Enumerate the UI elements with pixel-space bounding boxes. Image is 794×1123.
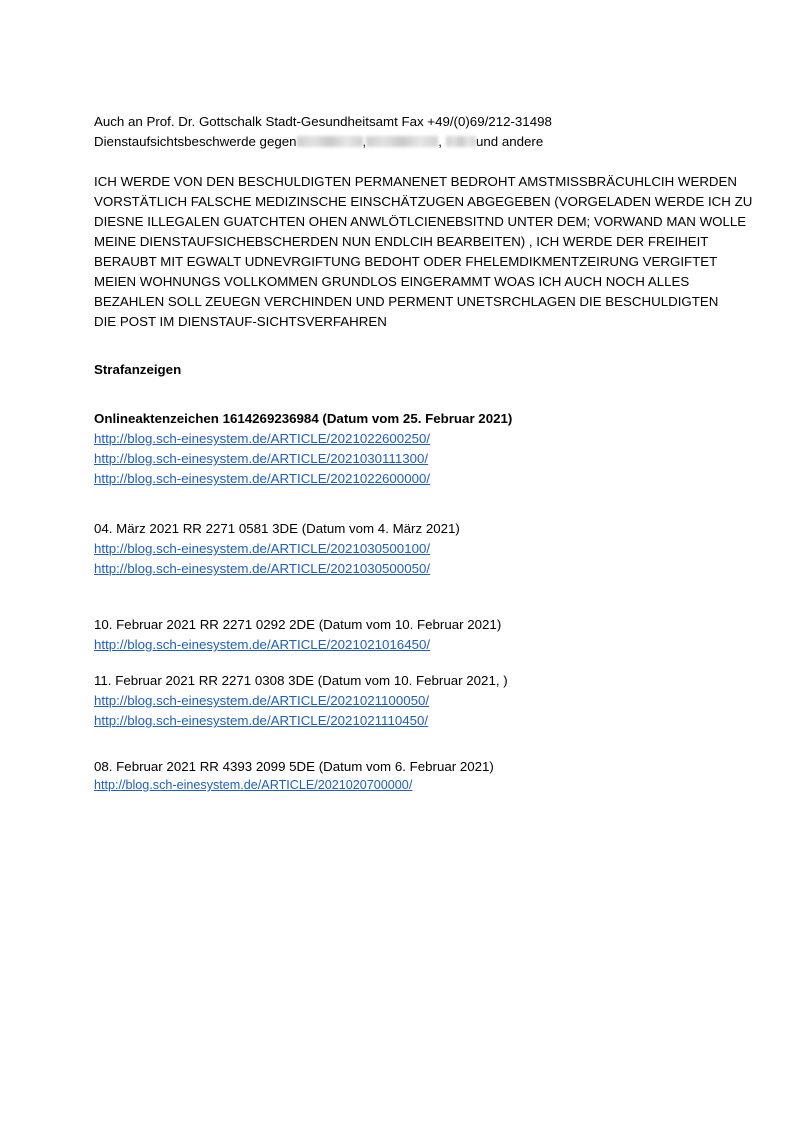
case-heading: Onlineaktenzeichen 1614269236984 (Datum vom 25. Februar 2021) [94,411,513,426]
article-link[interactable]: http://blog.sch-einesystem.de/ARTICLE/2021030500100/ [94,541,431,556]
article-link[interactable]: http://blog.sch-einesystem.de/ARTICLE/2021021100050/ [94,693,430,708]
complaint-suffix: und andere [475,134,544,149]
paragraph-line: MEINE DIENSTAUFSICHEBSCHERDEN NUN ENDLCIH BEARBEITEN) , ICH WERDE DER FREIHEIT [94,234,709,249]
article-link[interactable]: http://blog.sch-einesystem.de/ARTICLE/2021022600250/ [94,431,431,446]
case-group [94,615,734,655]
section-title: Strafanzeigen [94,362,182,377]
fax-recipient-line: Auch an Prof. Dr. Gottschalk Stadt-Gesundheitsamt Fax +49/(0)69/212-31498 [94,114,552,129]
article-link[interactable]: http://blog.sch-einesystem.de/ARTICLE/2021021016450/ [94,637,431,652]
article-link[interactable]: http://blog.sch-einesystem.de/ARTICLE/2021030111300/ [94,451,429,466]
paragraph-line: BERAUBT MIT EGWALT UDNEVRGIFTUNG BEDOHT ODER FHELEMDIKMENTZEIRUNG VERGIFTET [94,254,718,269]
case-heading: 11. Februar 2021 RR 2271 0308 3DE (Datum vom 10. Februar 2021, ) [94,673,508,688]
case-group [94,409,734,489]
case-group [94,757,734,793]
paragraph-line: DIESNE ILLEGALEN GUATCHTEN OHEN ANWLÖTLCIENEBSITND UNTER DEM; VORWAND MAN WOLLE [94,214,747,229]
article-link[interactable]: http://blog.sch-einesystem.de/ARTICLE/2021021110450/ [94,713,429,728]
article-link[interactable]: http://blog.sch-einesystem.de/ARTICLE/2021020700000/ [94,778,413,792]
name-separator: , [438,134,442,149]
case-heading: 08. Februar 2021 RR 4393 2099 5DE (Datum vom 6. Februar 2021) [94,759,494,774]
redacted-name [446,136,476,147]
redacted-name [297,136,363,147]
redacted-name [366,136,438,147]
article-link[interactable]: http://blog.sch-einesystem.de/ARTICLE/2021030500050/ [94,561,431,576]
paragraph-line: MEIEN WOHNUNGS VOLLKOMMEN GRUNDLOS EINGERAMMT WOAS ICH AUCH NOCH ALLES [94,274,690,289]
case-group [94,519,734,579]
name-separator: , [362,134,367,149]
complaint-body-paragraph [94,172,753,332]
paragraph-line: ICH WERDE VON DEN BESCHULDIGTEN PERMANENET BEDROHT AMSTMISSBRÄCUHLCIH WERDEN [94,174,738,189]
case-group [94,671,734,731]
paragraph-line: BEZAHLEN SOLL ZEUEGN VERCHINDEN UND PERMENT UNETSRCHLAGEN DIE BESCHULDIGTEN [94,294,719,309]
document-page [94,112,753,793]
paragraph-line: VORSTÄTLICH FALSCHE MEDIZINSCHE EINSCHÄTZUGEN ABGEGEBEN (VORGELADEN WERDE ICH ZU [94,194,753,209]
complaint-prefix: Dienstaufsichtsbeschwerde gegen [94,134,297,149]
article-link[interactable]: http://blog.sch-einesystem.de/ARTICLE/2021022600000/ [94,471,431,486]
paragraph-line: DIE POST IM DIENSTAUF-SICHTSVERFAHREN [94,314,387,329]
case-heading: 04. März 2021 RR 2271 0581 3DE (Datum vom 4. März 2021) [94,521,460,536]
case-heading: 10. Februar 2021 RR 2271 0292 2DE (Datum vom 10. Februar 2021) [94,617,502,632]
complaint-subject-line [94,132,734,152]
